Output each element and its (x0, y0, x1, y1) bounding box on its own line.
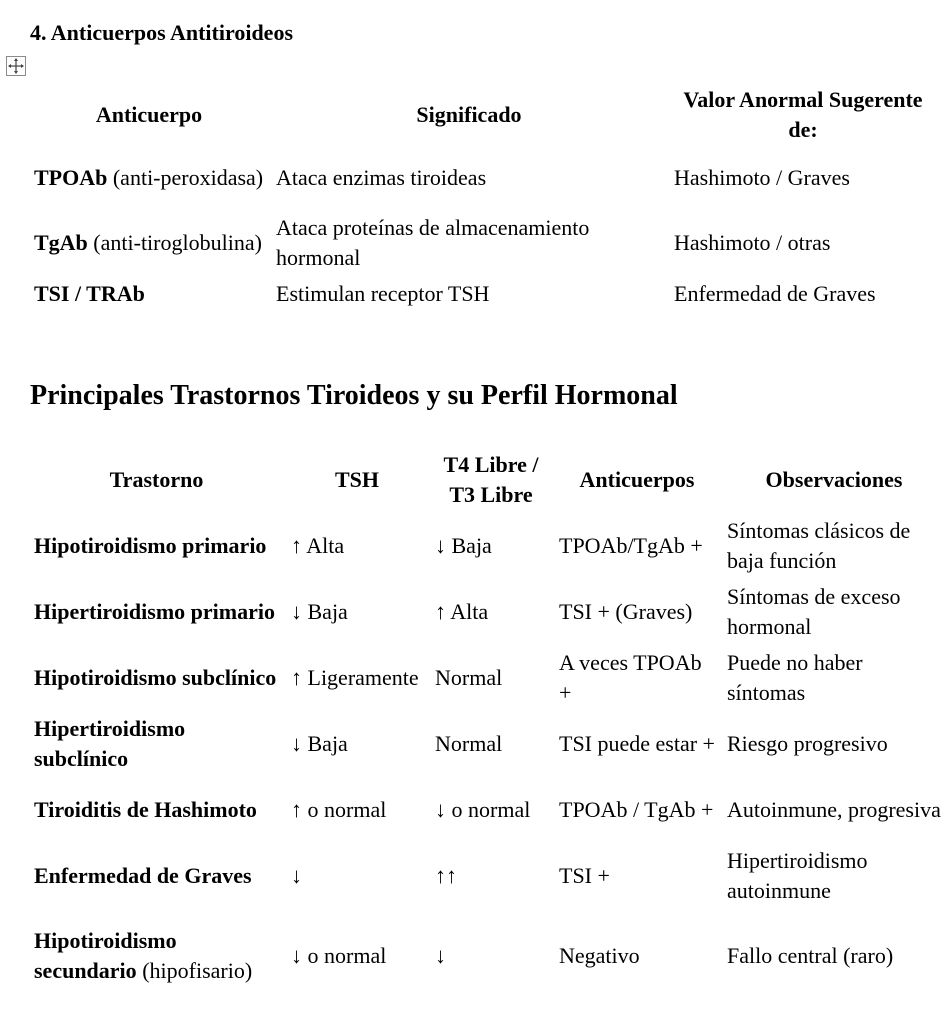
observations-cell: Hipertiroidismo autoinmune (727, 848, 868, 903)
observations-cell: Autoinmune, progresiva (727, 797, 941, 822)
column-header-antibodies: Anticuerpos (579, 467, 695, 492)
meaning-cell: Estimulan receptor TSH (276, 281, 490, 306)
tsh-cell: ↓ Baja (291, 599, 348, 624)
observations-cell: Fallo central (raro) (727, 943, 894, 968)
section-heading-antibodies: 4. Anticuerpos Antitiroideos (30, 20, 294, 45)
disorder-name: Hipertiroidismo primario (34, 599, 275, 624)
disorder-name: Hipertiroidismo subclínico (34, 716, 186, 771)
t4-t3-cell: Normal (435, 665, 503, 690)
table-header-row (28, 447, 947, 513)
disorder-name-cell (28, 711, 285, 777)
antibody-name-detail: (anti-peroxidasa) (107, 165, 264, 190)
disorder-name-cell (28, 579, 285, 645)
antibodies-cell: TSI puede estar + (559, 731, 715, 756)
table-row (28, 777, 947, 843)
disorder-name-cell (28, 645, 285, 711)
table-row (28, 146, 938, 210)
antibodies-cell: Negativo (559, 943, 640, 968)
antibody-name: TSI / TRAb (34, 281, 145, 306)
meaning-cell: Ataca proteínas de almacenamiento hormonal (276, 215, 590, 270)
tsh-cell: ↑ Alta (291, 533, 345, 558)
antibodies-cell: TPOAb/TgAb + (559, 533, 703, 558)
t4-t3-cell: ↑ Alta (435, 599, 489, 624)
antibodies-cell: TPOAb / TgAb + (559, 797, 714, 822)
antibody-name-cell (28, 210, 270, 276)
abnormal-cell: Hashimoto / Graves (674, 165, 850, 190)
column-header-t4-t3: T4 Libre / T3 Libre (443, 452, 539, 507)
table-move-handle-icon[interactable] (6, 56, 26, 76)
column-header-tsh: TSH (334, 467, 380, 492)
abnormal-cell: Enfermedad de Graves (674, 281, 876, 306)
tsh-cell: ↓ Baja (291, 731, 348, 756)
disorder-name-cell (28, 777, 285, 843)
disorder-name: Enfermedad de Graves (34, 863, 252, 888)
antibody-name: TPOAb (34, 165, 108, 190)
tsh-cell: ↑ o normal (291, 797, 387, 822)
t4-t3-cell: ↑↑ (435, 863, 457, 888)
antibody-name-detail: (anti-tiroglobulina) (87, 230, 262, 255)
antibody-name-cell (28, 146, 270, 210)
table-row (28, 210, 938, 276)
column-header-antibody: Anticuerpo (95, 102, 203, 127)
table-row (28, 711, 947, 777)
section-heading-disorders: Principales Trastornos Tiroideos y su Perfil Hormonal (30, 380, 678, 411)
antibody-name: TgAb (34, 230, 88, 255)
antibodies-table (28, 84, 938, 312)
table-row (28, 276, 938, 312)
disorder-name-cell (28, 843, 285, 909)
disorder-name: Hipotiroidismo subclínico (34, 665, 277, 690)
table-header-row (28, 84, 938, 146)
tsh-cell: ↓ (291, 863, 302, 888)
disorder-name: Hipotiroidismo secundario (34, 928, 177, 983)
antibodies-cell: TSI + (559, 863, 610, 888)
column-header-abnormal-value: Valor Anormal Sugerente de: (683, 87, 923, 142)
meaning-cell: Ataca enzimas tiroideas (276, 165, 487, 190)
table-row (28, 645, 947, 711)
disorder-name-detail: (hipofisario) (136, 958, 253, 983)
table-row (28, 579, 947, 645)
column-header-meaning: Significado (416, 102, 522, 127)
t4-t3-cell: Normal (435, 731, 503, 756)
table-row (28, 843, 947, 909)
disorders-table (28, 447, 947, 1003)
abnormal-cell: Hashimoto / otras (674, 230, 831, 255)
disorder-name: Hipotiroidismo primario (34, 533, 267, 558)
observations-cell: Riesgo progresivo (727, 731, 888, 756)
tsh-cell: ↑ Ligeramente (291, 665, 419, 690)
antibodies-cell: TSI + (Graves) (559, 599, 693, 624)
table-row (28, 513, 947, 579)
antibodies-cell: A veces TPOAb + (559, 650, 702, 705)
t4-t3-cell: ↓ Baja (435, 533, 492, 558)
tsh-cell: ↓ o normal (291, 943, 387, 968)
disorder-name-cell (28, 909, 285, 1003)
table-row (28, 909, 947, 1003)
column-header-observations: Observaciones (765, 467, 903, 492)
t4-t3-cell: ↓ (435, 943, 446, 968)
observations-cell: Síntomas de exceso hormonal (727, 584, 901, 639)
observations-cell: Puede no haber síntomas (727, 650, 863, 705)
observations-cell: Síntomas clásicos de baja función (727, 518, 911, 573)
disorder-name: Tiroiditis de Hashimoto (34, 797, 257, 822)
antibody-name-cell (28, 276, 270, 312)
t4-t3-cell: ↓ o normal (435, 797, 531, 822)
disorder-name-cell (28, 513, 285, 579)
column-header-disorder: Trastorno (109, 467, 204, 492)
